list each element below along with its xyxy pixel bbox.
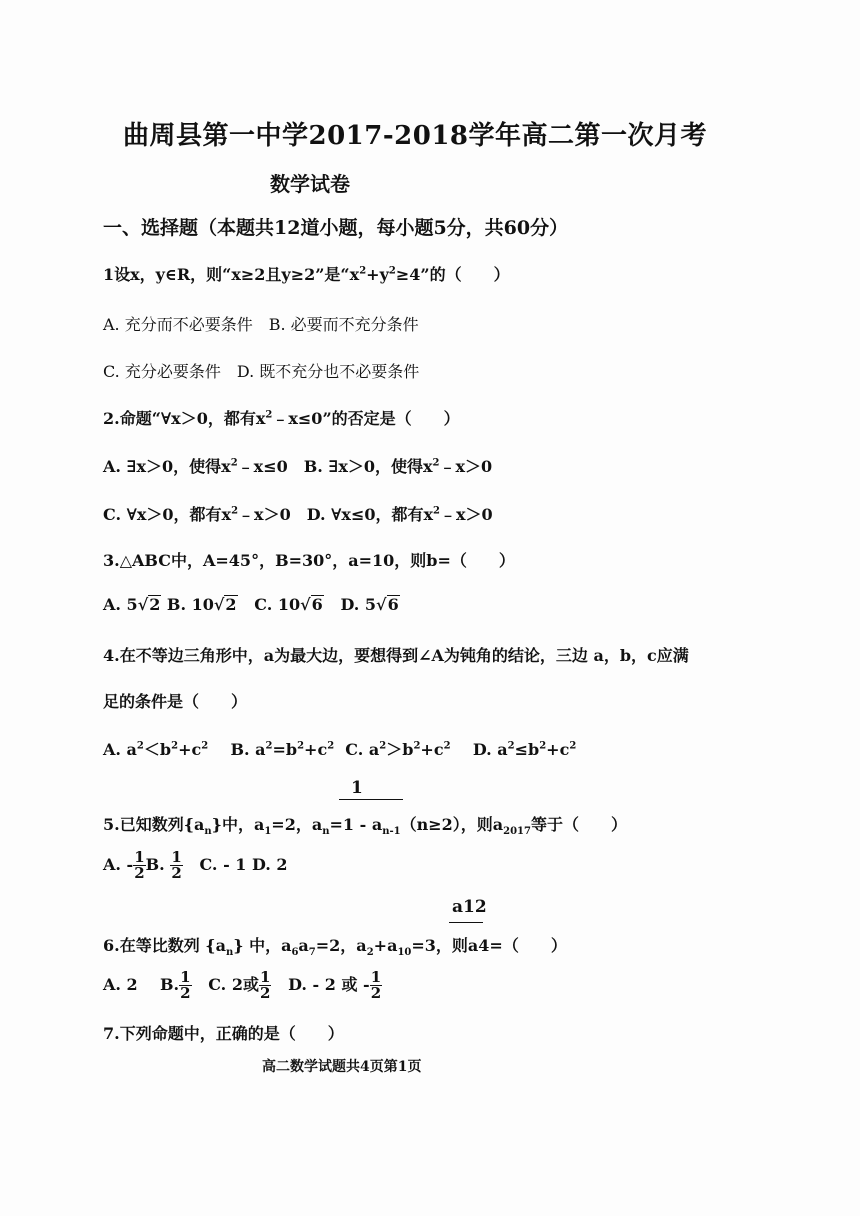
fraction-one-half: $\frac{1}{2}$ [171,848,182,882]
question-4-stem-line2: 足的条件是（ ） [103,692,248,711]
question-1-options-ab: A. 充分而不必要条件 B. 必要而不充分条件 [103,315,419,334]
question-6-stem: 6.在等比数列 $\{a_n\}$ 中，$a_6a_7=2$，$a_2+a_{10}=3$，则a4=（ ） [103,936,567,959]
question-4-stem-line1: 4.在不等边三角形中，a为最大边，要想得到∠A为钝角的结论，三边 a，b，c应满 [103,646,689,665]
section-heading: 一、选择题（本题共12道小题，每小题5分，共60分） [103,217,569,239]
question-5-fraction-numerator: 1 [351,778,363,798]
question-2-stem: 2.命题“∀x＞0，都有$x^2﹣x\le 0$”的否定是（ ） [103,409,460,428]
question-3-stem: 3.△ABC中，A=45°，B=30°，a=10，则b=（ ） [103,551,515,570]
question-5-fraction-bar [339,799,403,800]
question-4-options: A. $a^2<b^2+c^2$ B. $a^2=b^2+c^2$ C. $a^2>b^2+c^2$ D. $a^2\le b^2+c^2$ [103,740,577,759]
exam-subtitle: 数学试卷 [270,172,350,196]
fraction-one-half: $\frac{1}{2}$ [180,968,191,1002]
question-6-options: A. 2 B. $\frac{1}{2}$ C. 2或 $\frac{1}{2}$ D. - 2 或 - $\frac{1}{2}$ [103,968,382,1002]
question-1-options-cd: C. 充分必要条件 D. 既不充分也不必要条件 [103,362,420,381]
question-5-options: A. - $\frac{1}{2}$ B. $\frac{1}{2}$ C. - 1 D. 2 [103,848,288,882]
question-6-fraction-numerator: a12 [452,897,487,917]
question-6-fraction-bar [449,922,483,923]
fraction-one-half: $\frac{1}{2}$ [259,968,271,1002]
question-2-options-cd: C. ∀x＞0，都有$x^2﹣x>0$ D. ∀x≤0，都有$x^2﹣x>0$ [103,505,493,524]
fraction-one-half: $\frac{1}{2}$ [370,968,382,1002]
question-5-stem: 5.已知数列$\{a_n\}$中，$a_1=2$，$a_n=1 - a_{n-1}(n\ge 2)$，则$a_{2017}$等于（ ） [103,815,627,838]
question-2-options-ab: A. ∃x＞0，使得$x^2﹣x\le 0$ B. ∃x＞0，使得$x^2﹣x>0$ [103,457,493,476]
question-1-stem: 1设x，y∈R，则“x≥2且y≥2”是“$x^2+y^2\ge 4$”的（ ） [103,265,510,284]
question-7-stem: 7.下列命题中，正确的是（ ） [103,1024,344,1043]
exam-title: 曲周县第一中学2017-2018学年高二第一次月考 [123,121,708,151]
page-footer: 高二数学试题共4页第1页 [262,1059,422,1075]
question-3-options: A. 5√2 B. 10√2 C. 10√6 D. 5√6 [103,595,399,614]
fraction-one-half: $\frac{1}{2}$ [134,848,145,882]
